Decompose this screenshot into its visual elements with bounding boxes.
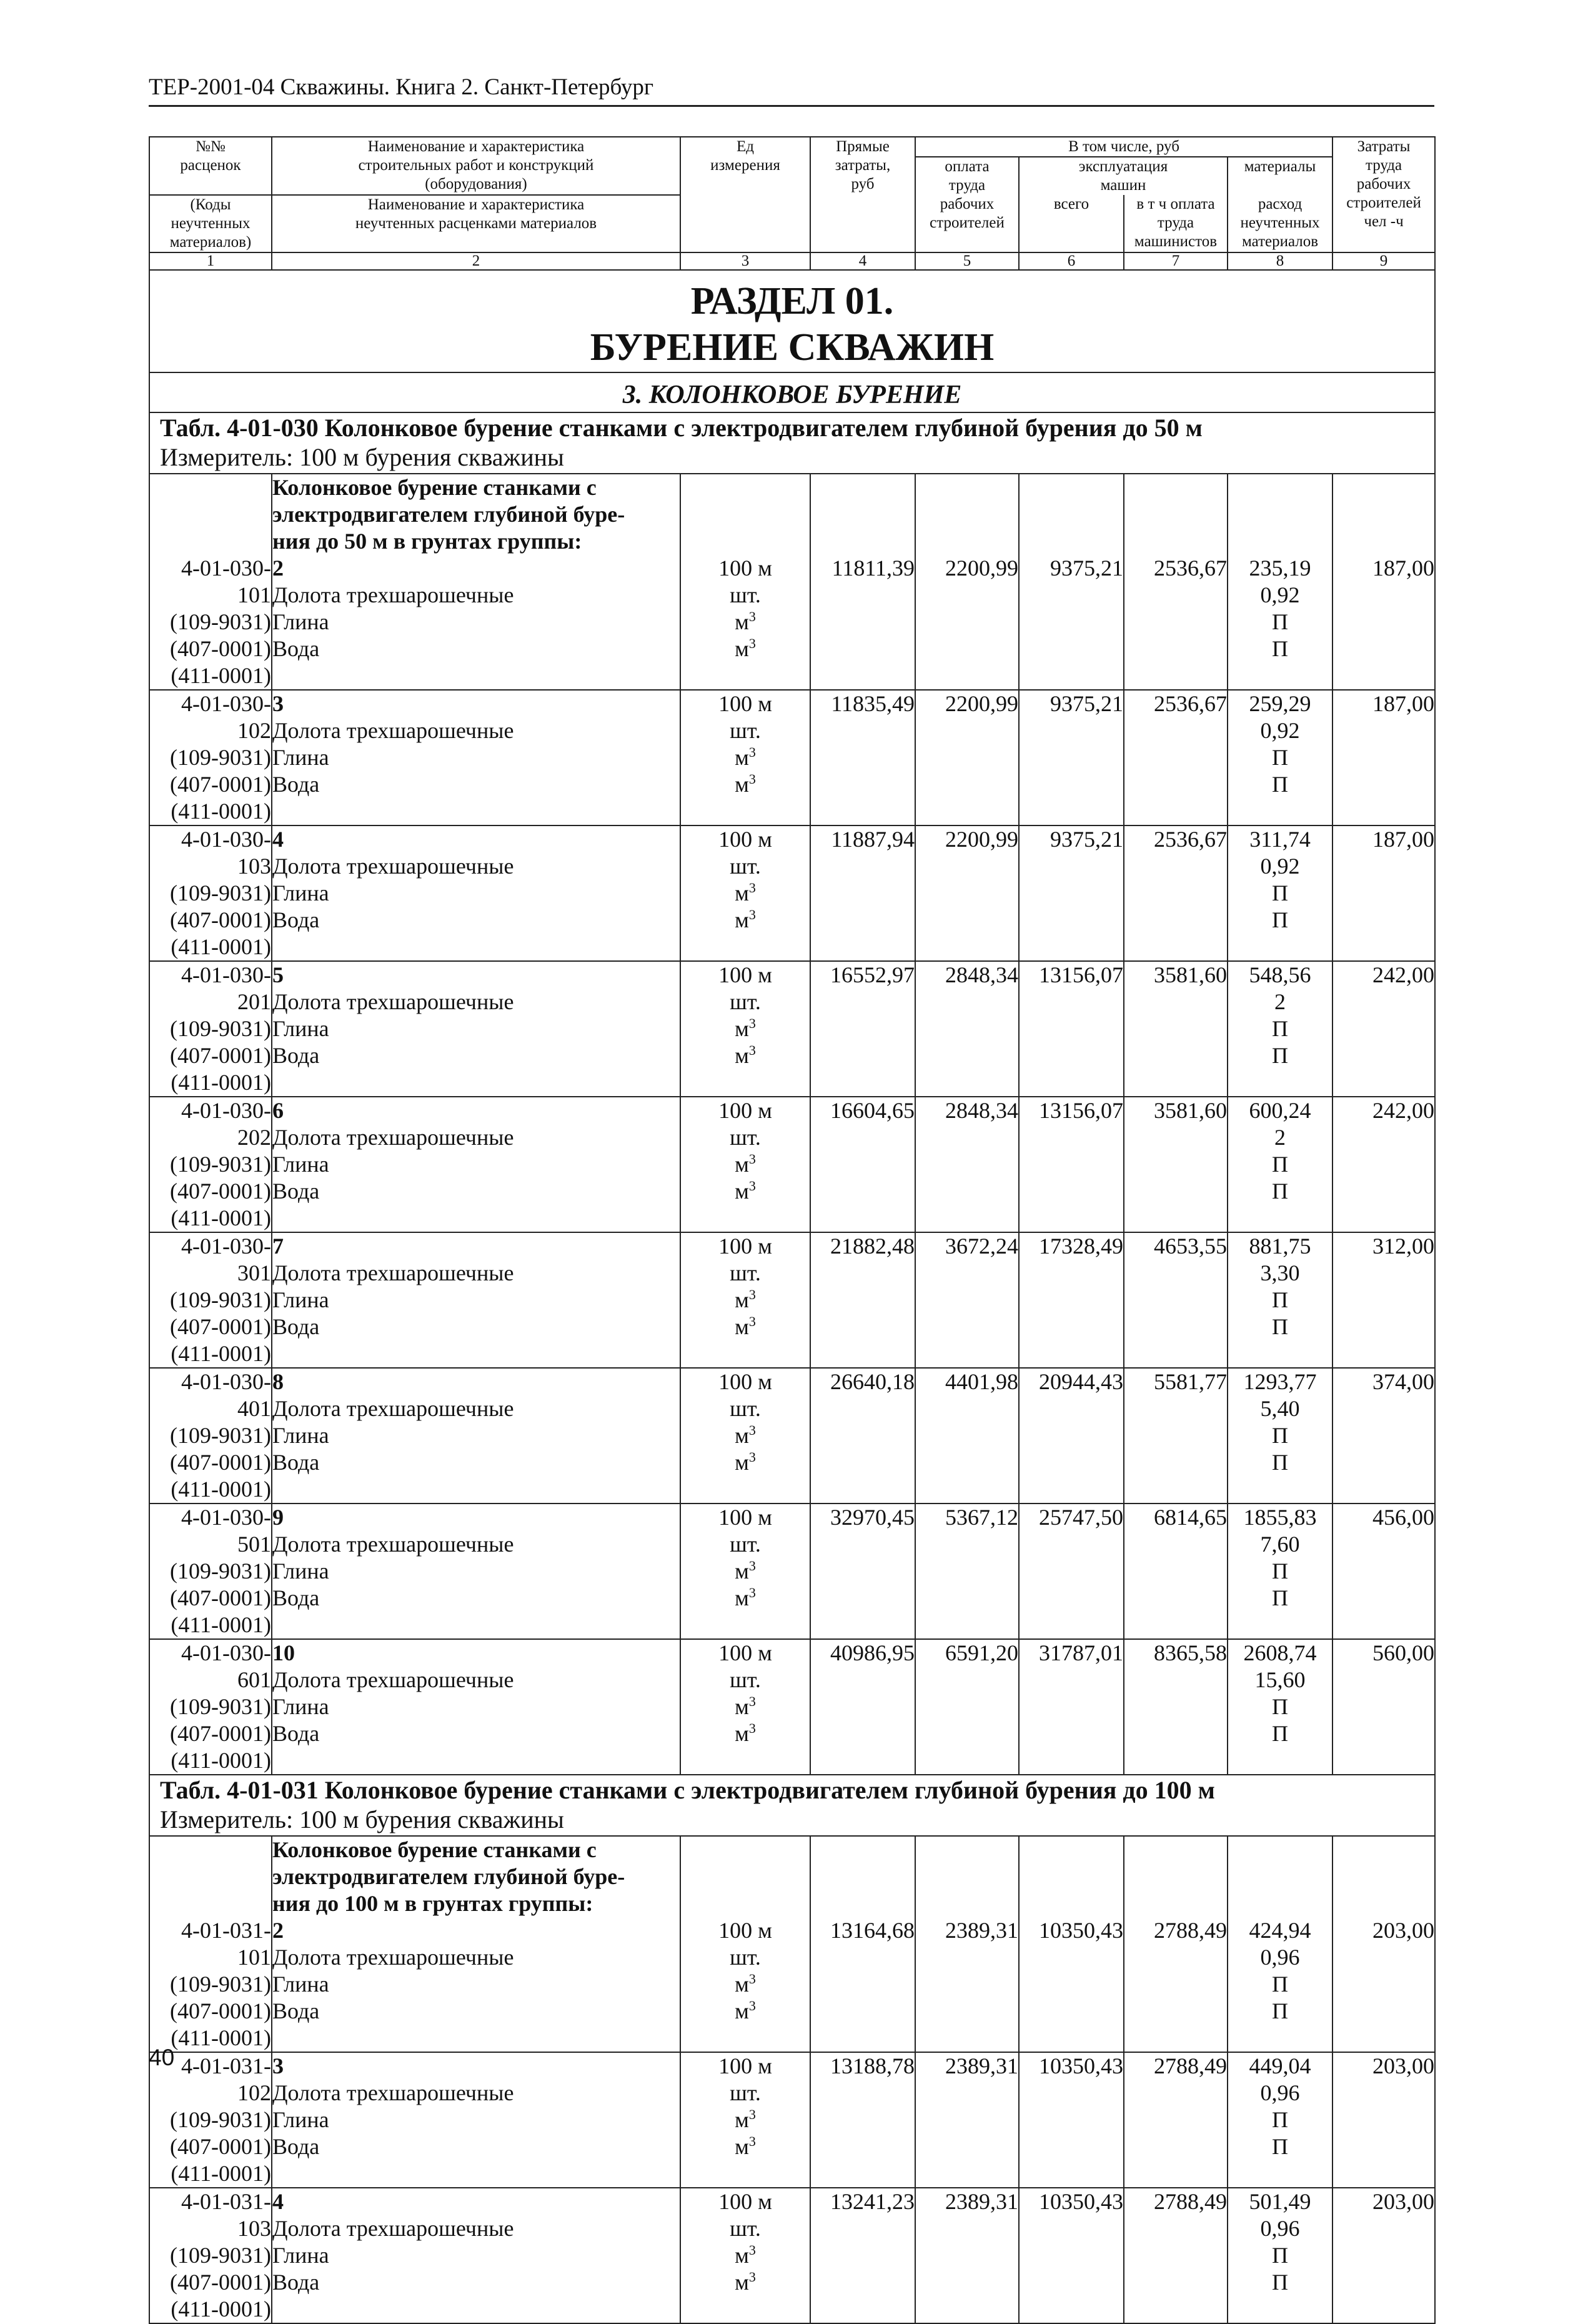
- machines-total: 10350,43: [1019, 1836, 1124, 2052]
- column-number-1: 1: [149, 252, 272, 270]
- wages: 4401,98: [915, 1368, 1019, 1504]
- rate-code: 4-01-030-301 (109-9031) (407-0001) (411-0001): [149, 1232, 272, 1368]
- unit: 100 м шт. $м^3$ $м^3$: [680, 1097, 810, 1232]
- col-header-unit: Ед измерения: [680, 137, 810, 252]
- unit: 100 м шт. $м^3$ $м^3$: [680, 1836, 810, 2052]
- col-header-machines-total: всего: [1019, 195, 1124, 252]
- col-header-name-top: Наименование и характеристика строительных работ и конструкций (оборудования): [272, 137, 680, 195]
- wages: 2389,31: [915, 2052, 1019, 2188]
- col-header-group: В том числе, руб: [915, 137, 1332, 157]
- materials: 311,74 0,92 П П: [1228, 825, 1332, 961]
- labor-hours: 187,00: [1332, 690, 1435, 825]
- column-number-4: 4: [810, 252, 915, 270]
- direct-cost: 32970,45: [810, 1504, 915, 1639]
- table-row: [149, 1368, 1435, 1504]
- table-row: [149, 2052, 1435, 2188]
- col-header-wages: оплата труда рабочих строителей: [915, 157, 1019, 252]
- subsection-title: 3. КОЛОНКОВОЕ БУРЕНИЕ: [622, 381, 962, 409]
- work-description: 4 Долота трехшарошечные Глина Вода: [272, 825, 680, 961]
- work-description: 9 Долота трехшарошечные Глина Вода: [272, 1504, 680, 1639]
- operator-wages: 3581,60: [1124, 961, 1228, 1097]
- col-header-code-bottom: (Коды неучтенных материалов): [149, 195, 272, 252]
- column-number-6: 6: [1019, 252, 1124, 270]
- direct-cost: 13164,68: [810, 1836, 915, 2052]
- col-header-material-use: расход неучтенных материалов: [1228, 195, 1332, 252]
- section-title-line2: БУРЕНИЕ СКВАЖИН: [590, 326, 995, 369]
- rate-code: 4-01-031-102 (109-9031) (407-0001) (411-0001): [149, 2052, 272, 2188]
- operator-wages: 4653,55: [1124, 1232, 1228, 1368]
- rate-code: 4-01-030-103 (109-9031) (407-0001) (411-0001): [149, 825, 272, 961]
- work-description: 6 Долота трехшарошечные Глина Вода: [272, 1097, 680, 1232]
- labor-hours: 374,00: [1332, 1368, 1435, 1504]
- table-caption: [149, 1775, 1435, 1836]
- column-number-9: 9: [1332, 252, 1435, 270]
- wages: 2848,34: [915, 961, 1019, 1097]
- work-description: 10 Долота трехшарошечные Глина Вода: [272, 1639, 680, 1775]
- column-number-3: 3: [680, 252, 810, 270]
- col-header-machines-group: эксплуатация машин: [1019, 157, 1228, 195]
- materials: 881,75 3,30 П П: [1228, 1232, 1332, 1368]
- table-row: [149, 961, 1435, 1097]
- machines-total: 20944,43: [1019, 1368, 1124, 1504]
- unit: 100 м шт. $м^3$ $м^3$: [680, 1368, 810, 1504]
- operator-wages: 2536,67: [1124, 474, 1228, 690]
- work-description: 8 Долота трехшарошечные Глина Вода: [272, 1368, 680, 1504]
- machines-total: 10350,43: [1019, 2052, 1124, 2188]
- machines-total: 17328,49: [1019, 1232, 1124, 1368]
- machines-total: 9375,21: [1019, 825, 1124, 961]
- rate-code: 4-01-030-201 (109-9031) (407-0001) (411-0001): [149, 961, 272, 1097]
- labor-hours: 456,00: [1332, 1504, 1435, 1639]
- machines-total: 9375,21: [1019, 690, 1124, 825]
- running-header: ТЕР-2001-04 Скважины. Книга 2. Санкт-Петербург: [149, 74, 654, 100]
- direct-cost: 21882,48: [810, 1232, 915, 1368]
- unit: 100 м шт. $м^3$ $м^3$: [680, 1639, 810, 1775]
- table-row: [149, 1836, 1435, 2052]
- table-row: [149, 1504, 1435, 1639]
- table-row: [149, 1639, 1435, 1775]
- table-row: [149, 825, 1435, 961]
- table-title-row: [149, 1775, 1435, 1836]
- work-description: 7 Долота трехшарошечные Глина Вода: [272, 1232, 680, 1368]
- work-description: 5 Долота трехшарошечные Глина Вода: [272, 961, 680, 1097]
- materials: 1293,77 5,40 П П: [1228, 1368, 1332, 1504]
- work-description: 3 Долота трехшарошечные Глина Вода: [272, 690, 680, 825]
- direct-cost: 16552,97: [810, 961, 915, 1097]
- rate-code: 4-01-031-103 (109-9031) (407-0001) (411-0001): [149, 2188, 272, 2323]
- rate-code: 4-01-030-401 (109-9031) (407-0001) (411-0001): [149, 1368, 272, 1504]
- materials: 600,24 2 П П: [1228, 1097, 1332, 1232]
- labor-hours: 312,00: [1332, 1232, 1435, 1368]
- machines-total: 25747,50: [1019, 1504, 1124, 1639]
- operator-wages: 2788,49: [1124, 2052, 1228, 2188]
- operator-wages: 2788,49: [1124, 1836, 1228, 2052]
- unit: 100 м шт. $м^3$ $м^3$: [680, 1232, 810, 1368]
- materials: 259,29 0,92 П П: [1228, 690, 1332, 825]
- col-header-name-bottom: Наименование и характеристика неучтенных расценками материалов: [272, 195, 680, 252]
- operator-wages: 5581,77: [1124, 1368, 1228, 1504]
- table-row: [149, 2188, 1435, 2323]
- unit: 100 м шт. $м^3$ $м^3$: [680, 2052, 810, 2188]
- col-header-operators: в т ч оплата труда машинистов: [1124, 195, 1228, 252]
- rate-code: 4-01-030-501 (109-9031) (407-0001) (411-0001): [149, 1504, 272, 1639]
- section-title-line1: РАЗДЕЛ 01.: [690, 280, 894, 322]
- work-description: Колонковое бурение станками с электродвигателем глубиной буре- ния до 100 м в грунтах группы: 2 Долота трехшарошечные Глина Вода: [272, 1836, 680, 2052]
- table-title: Табл. 4-01-030 Колонковое бурение станками с электродвигателем глубиной бурения до 50 м: [160, 414, 1203, 442]
- rate-code: 4-01-030-101 (109-9031) (407-0001) (411-0001): [149, 474, 272, 690]
- column-number-row: [149, 252, 1435, 270]
- col-header-direct: Прямые затраты, руб: [810, 137, 915, 252]
- operator-wages: 3581,60: [1124, 1097, 1228, 1232]
- wages: 2200,99: [915, 474, 1019, 690]
- labor-hours: 242,00: [1332, 961, 1435, 1097]
- unit: 100 м шт. $м^3$ $м^3$: [680, 825, 810, 961]
- column-number-2: 2: [272, 252, 680, 270]
- table-row: [149, 690, 1435, 825]
- table-meter: Измеритель: 100 м бурения скважины: [160, 443, 564, 471]
- table-row: [149, 1232, 1435, 1368]
- header-rule: [149, 105, 1434, 107]
- labor-hours: 203,00: [1332, 2052, 1435, 2188]
- col-header-materials: материалы: [1228, 157, 1332, 195]
- machines-total: 31787,01: [1019, 1639, 1124, 1775]
- rate-code: 4-01-030-601 (109-9031) (407-0001) (411-0001): [149, 1639, 272, 1775]
- labor-hours: 187,00: [1332, 825, 1435, 961]
- direct-cost: 13241,23: [810, 2188, 915, 2323]
- rate-code: 4-01-030-202 (109-9031) (407-0001) (411-0001): [149, 1097, 272, 1232]
- direct-cost: 13188,78: [810, 2052, 915, 2188]
- direct-cost: 11811,39: [810, 474, 915, 690]
- direct-cost: 16604,65: [810, 1097, 915, 1232]
- column-number-8: 8: [1228, 252, 1332, 270]
- rate-code: 4-01-031-101 (109-9031) (407-0001) (411-0001): [149, 1836, 272, 2052]
- wages: 2389,31: [915, 2188, 1019, 2323]
- price-table: [149, 136, 1436, 2324]
- machines-total: 9375,21: [1019, 474, 1124, 690]
- unit: 100 м шт. $м^3$ $м^3$: [680, 690, 810, 825]
- page-number: 40: [149, 2045, 175, 2070]
- labor-hours: 203,00: [1332, 2188, 1435, 2323]
- work-description: 4 Долота трехшарошечные Глина Вода: [272, 2188, 680, 2323]
- column-number-7: 7: [1124, 252, 1228, 270]
- machines-total: 13156,07: [1019, 1097, 1124, 1232]
- table-title: Табл. 4-01-031 Колонковое бурение станками с электродвигателем глубиной бурения до 100 м: [160, 1776, 1215, 1804]
- unit: 100 м шт. $м^3$ $м^3$: [680, 961, 810, 1097]
- table-title-row: [149, 412, 1435, 474]
- direct-cost: 40986,95: [810, 1639, 915, 1775]
- rate-code: 4-01-030-102 (109-9031) (407-0001) (411-0001): [149, 690, 272, 825]
- materials: 449,04 0,96 П П: [1228, 2052, 1332, 2188]
- operator-wages: 2536,67: [1124, 825, 1228, 961]
- unit: 100 м шт. $м^3$ $м^3$: [680, 2188, 810, 2323]
- column-number-5: 5: [915, 252, 1019, 270]
- wages: 2200,99: [915, 825, 1019, 961]
- wages: 6591,20: [915, 1639, 1019, 1775]
- col-header-code-top: №№ расценок: [149, 137, 272, 195]
- table-meter: Измеритель: 100 м бурения скважины: [160, 1805, 564, 1833]
- wages: 2848,34: [915, 1097, 1019, 1232]
- work-description: 3 Долота трехшарошечные Глина Вода: [272, 2052, 680, 2188]
- table-row: [149, 474, 1435, 690]
- materials: 501,49 0,96 П П: [1228, 2188, 1332, 2323]
- machines-total: 13156,07: [1019, 961, 1124, 1097]
- col-header-labor: Затраты труда рабочих строителей чел -ч: [1332, 137, 1435, 252]
- labor-hours: 242,00: [1332, 1097, 1435, 1232]
- materials: 235,19 0,92 П П: [1228, 474, 1332, 690]
- operator-wages: 2536,67: [1124, 690, 1228, 825]
- section-heading: [149, 270, 1435, 372]
- work-description: Колонковое бурение станками с электродвигателем глубиной буре- ния до 50 м в грунтах группы: 2 Долота трехшарошечные Глина Вода: [272, 474, 680, 690]
- materials: 1855,83 7,60 П П: [1228, 1504, 1332, 1639]
- materials: 2608,74 15,60 П П: [1228, 1639, 1332, 1775]
- operator-wages: 8365,58: [1124, 1639, 1228, 1775]
- wages: 2200,99: [915, 690, 1019, 825]
- table-row: [149, 1097, 1435, 1232]
- unit: 100 м шт. $м^3$ $м^3$: [680, 474, 810, 690]
- labor-hours: 203,00: [1332, 1836, 1435, 2052]
- wages: 2389,31: [915, 1836, 1019, 2052]
- table-caption: [149, 412, 1435, 474]
- materials: 548,56 2 П П: [1228, 961, 1332, 1097]
- labor-hours: 560,00: [1332, 1639, 1435, 1775]
- direct-cost: 11835,49: [810, 690, 915, 825]
- wages: 5367,12: [915, 1504, 1019, 1639]
- operator-wages: 2788,49: [1124, 2188, 1228, 2323]
- materials: 424,94 0,96 П П: [1228, 1836, 1332, 2052]
- wages: 3672,24: [915, 1232, 1019, 1368]
- direct-cost: 26640,18: [810, 1368, 915, 1504]
- labor-hours: 187,00: [1332, 474, 1435, 690]
- operator-wages: 6814,65: [1124, 1504, 1228, 1639]
- machines-total: 10350,43: [1019, 2188, 1124, 2323]
- unit: 100 м шт. $м^3$ $м^3$: [680, 1504, 810, 1639]
- table-body: [149, 137, 1435, 2323]
- subsection-heading: [149, 372, 1435, 412]
- direct-cost: 11887,94: [810, 825, 915, 961]
